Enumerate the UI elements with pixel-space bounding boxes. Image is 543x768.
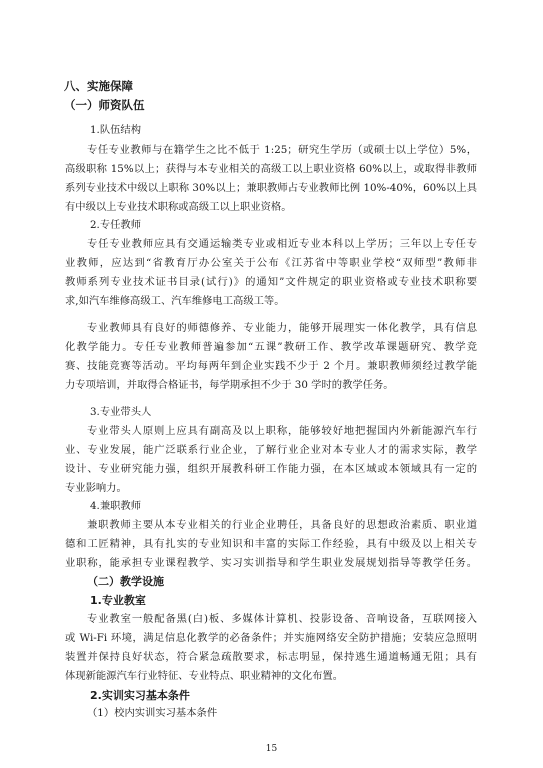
heading-classroom: 1.专业教室 bbox=[90, 594, 146, 607]
fulltime-teachers-line: 业教师，应达到“省教育厅办公室关于公布《江苏省中等职业学校“双师型”教师非 bbox=[65, 257, 477, 269]
heading-discipline-leader: 3.专业带头人 bbox=[90, 406, 152, 418]
discipline-leader-line: 专业带头人原则上应具有副高及以上职称，能够较好地把握国内外新能源汽车行 bbox=[87, 425, 477, 437]
heading-parttime-teachers: 4.兼职教师 bbox=[90, 500, 142, 512]
team-structure-line: 有中级以上专业技术职称或高级工以上职业资格。 bbox=[65, 201, 292, 213]
classroom-line: 专业教室一般配备黑(白)板、多媒体计算机、投影设备、音响设备，互联网接入 bbox=[87, 613, 477, 625]
team-structure-line: 高级职称 15%以上；获得与本专业相关的高级工以上职业资格 60%以上，或取得非教师 bbox=[65, 163, 477, 175]
discipline-leader-line: 业、专业发展，能广泛联系行业企业，了解行业企业对本专业人才的需求实际，教学 bbox=[65, 444, 477, 456]
fulltime-teachers-line: 专任专业教师应具有交通运输类专业或相近专业本科以上学历；三年以上专任专 bbox=[87, 238, 477, 250]
team-structure-line: 专任专业教师与在籍学生之比不低于 1:25；研究生学历（或硕士以上学位）5%， bbox=[87, 144, 477, 156]
fulltime-teachers-line: 力专项培训，并取得合格证书，每学期承担不少于 30 学时的教学任务。 bbox=[65, 379, 394, 391]
parttime-teachers-line: 业职称，能承担专业课程教学、实习实训指导和学生职业发展规划指导等教学任务。 bbox=[65, 557, 477, 569]
parttime-teachers-line: 兼职教师主要从本专业相关的行业企业聘任，具备良好的思想政治素质、职业道 bbox=[87, 519, 477, 531]
discipline-leader-line: 专业影响力。 bbox=[65, 482, 127, 494]
fulltime-teachers-line: 求,如汽车维修高级工、汽车维修电工高级工等。 bbox=[65, 295, 285, 307]
page-number: 15 bbox=[265, 744, 278, 754]
heading-team-structure: 1.队伍结构 bbox=[90, 124, 142, 136]
discipline-leader-line: 设计、专业研究能力强，组织开展教科研工作能力强，在本区域或本领域具有一定的 bbox=[65, 463, 477, 475]
classroom-line: 装置并保持良好状态，符合紧急疏散要求，标志明显，保持逃生通道畅通无阻；具有 bbox=[65, 651, 477, 663]
fulltime-teachers-line: 赛、技能竞赛等活动。平均每两年到企业实践不少于 2 个月。兼职教师须经过教学能 bbox=[65, 360, 477, 372]
classroom-line: 体现新能源汽车行业特征、专业特点、职业精神的文化布置。 bbox=[65, 670, 344, 682]
fulltime-teachers-line: 化教学能力。专任专业教师普遍参加“五课”教研工作、教学改革课题研究、教学竞 bbox=[65, 341, 477, 353]
subsection-title-facilities: （二）教学设施 bbox=[87, 575, 164, 588]
section-title: 八、实施保障 bbox=[64, 79, 133, 93]
heading-training-conditions: 2.实训实习基本条件 bbox=[90, 689, 190, 702]
subsection-title-faculty: （一）师资队伍 bbox=[64, 98, 145, 112]
parttime-teachers-line: 德和工匠精神，具有扎实的专业知识和丰富的实际工作经验，具有中级及以上相关专 bbox=[65, 538, 477, 550]
fulltime-teachers-line: 教师系列专业技术证书目录(试行)》的通知”文件规定的职业资格或专业技术职称要 bbox=[65, 276, 477, 288]
classroom-line: 或 Wi-Fi 环境，满足信息化教学的必备条件；并实施网络安全防护措施；安装应急照明 bbox=[65, 632, 477, 644]
fulltime-teachers-line: 专业教师具有良好的师德修养、专业能力，能够开展理实一体化教学，具有信息 bbox=[87, 322, 477, 334]
team-structure-line: 系列专业技术中级以上职称 30%以上；兼职教师占专业教师比例 10%-40%，60%以上具 bbox=[65, 182, 477, 194]
heading-fulltime-teachers: 2.专任教师 bbox=[90, 219, 142, 231]
training-item-oncampus: （1）校内实训实习基本条件 bbox=[87, 707, 218, 719]
